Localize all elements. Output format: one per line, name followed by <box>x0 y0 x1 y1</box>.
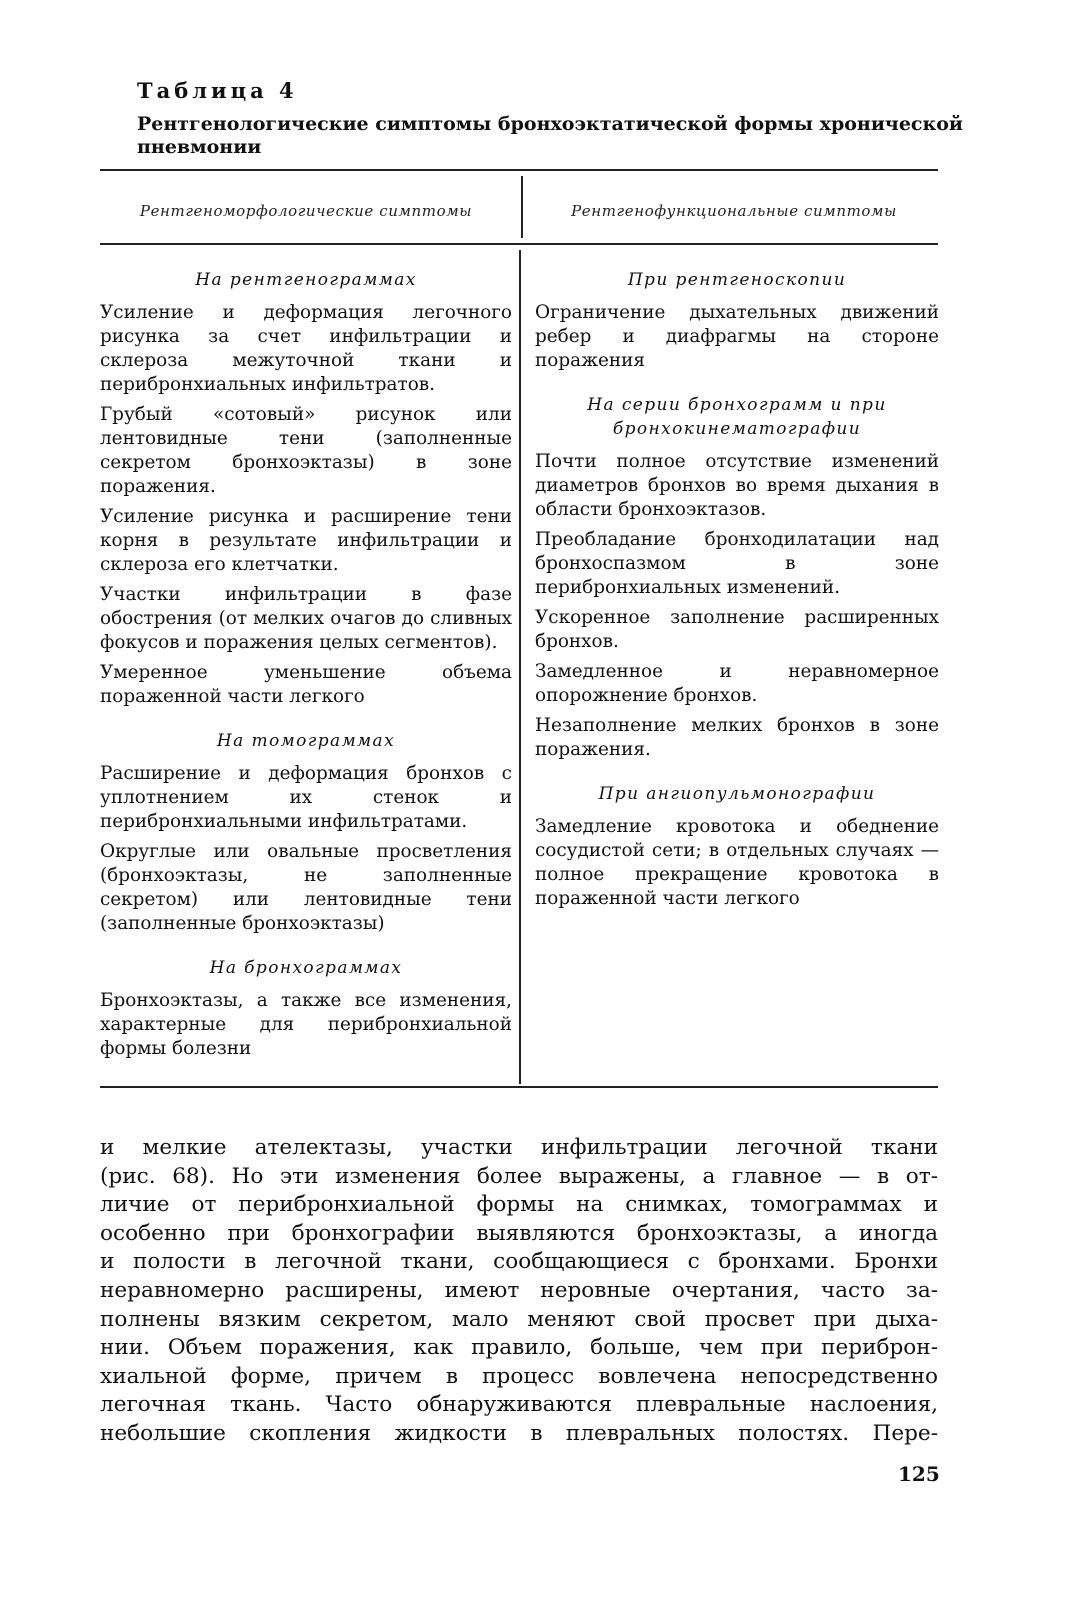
symptom-paragraph: Ускоренное заполнение расширенных бронхов. <box>535 607 939 652</box>
symptom-paragraph: Усиление рисунка и расширение тени корня в результате инфильтрации и склероза его клетчатки. <box>100 506 512 575</box>
symptom-paragraph: Замедленное и неравномерное опорожнение бронхов. <box>535 661 939 706</box>
symptom-paragraph: Усиление и деформация легочного рисунка за счет инфильтрации и склероза межуточной ткани и перибронхиальных инфильтратов. <box>100 302 512 395</box>
body-line: и мелкие ателектазы, участки инфильтрации легочной ткани <box>100 1135 938 1160</box>
symptom-paragraph: Грубый «сотовый» рисунок или лентовидные тени (заполненные секретом бронхоэктазы) в зоне поражения. <box>100 404 512 497</box>
symptom-paragraph: Ограничение дыхательных движений ребер и диафрагмы на стороне поражения <box>535 302 939 371</box>
body-line: хиальной форме, причем в процесс вовлечена непосредственно <box>100 1363 938 1389</box>
table-label: Таблица 4 <box>137 78 298 103</box>
left-column <box>100 268 512 1067</box>
symptom-paragraph: Бронхоэктазы, а также все изменения, характерные для перибронхиальной формы болезни <box>100 990 512 1059</box>
symptom-paragraph: Умеренное уменьшение объема пораженной части легкого <box>100 662 512 707</box>
section-heading: При рентгеноскопии <box>627 270 847 290</box>
body-line: личие от перибронхиальной формы на снимках, томограммах и <box>100 1192 938 1218</box>
table-bottom-rule <box>100 1086 938 1088</box>
body-line: (рис. 68). Но эти изменения более выражены, а главное — в от- <box>100 1163 938 1189</box>
symptom-paragraph: Преобладание бронходилатации над бронхоспазмом в зоне перибронхиальных изменений. <box>535 529 939 598</box>
symptom-paragraph: Расширение и деформация бронхов с уплотнением их стенок и перибронхиальными инфильтратами. <box>100 763 512 832</box>
body-line: неравномерно расширены, имеют неровные очертания, часто за- <box>100 1277 938 1303</box>
body-column-divider <box>519 250 521 1084</box>
section-heading: На томограммах <box>216 731 396 751</box>
body-line: небольшие скопления жидкости в плевральных полостях. Пере- <box>100 1420 938 1446</box>
section-heading: При ангиопульмонографии <box>598 784 876 804</box>
body-line: и полости в легочной ткани, сообщающиеся с бронхами. Бронхи <box>100 1249 938 1275</box>
table-header-rule <box>100 243 938 245</box>
table-top-rule <box>100 169 938 171</box>
symptom-paragraph: Почти полное отсутствие изменений диаметров бронхов во время дыхания в области бронхоэктазов. <box>535 451 939 520</box>
body-paragraph <box>100 1134 938 1449</box>
symptom-paragraph: Замедление кровотока и обеднение сосудистой сети; в отдельных случаях — полное прекращение кровотока в пораженной части легкого <box>535 816 939 909</box>
right-column-header: Рентгенофункциональные симптомы <box>571 202 897 220</box>
section-heading: На рентгенограммах <box>195 270 417 290</box>
symptom-paragraph: Незаполнение мелких бронхов в зоне поражения. <box>535 715 939 760</box>
header-column-divider <box>521 176 523 238</box>
body-line: особенно при бронхографии выявляются бронхоэктазы, а иногда <box>100 1220 938 1246</box>
symptom-paragraph: Округлые или овальные просветления (бронхоэктазы, не заполненные секретом) или лентовидные тени (заполненные бронхоэктазы) <box>100 841 512 934</box>
symptom-paragraph: Участки инфильтрации в фазе обострения (от мелких очагов до сливных фокусов и поражения целых сегментов). <box>100 584 512 653</box>
left-column-header: Рентгеноморфологические симптомы <box>139 202 473 220</box>
body-line: полнены вязким секретом, мало меняют свой просвет при дыха- <box>100 1306 938 1332</box>
table-title: Рентгенологические симптомы бронхоэктатической формы хронической пневмонии <box>137 113 963 158</box>
section-heading: На серии бронхограмм и при бронхокинематографии <box>587 395 887 439</box>
page-number: 125 <box>898 1462 940 1486</box>
right-column <box>535 268 939 917</box>
body-line: легочная ткань. Часто обнаруживаются плевральные наслоения, <box>100 1392 938 1418</box>
section-heading: На бронхограммах <box>209 958 403 978</box>
body-line: нии. Объем поражения, как правило, больше, чем при периброн- <box>100 1335 938 1361</box>
